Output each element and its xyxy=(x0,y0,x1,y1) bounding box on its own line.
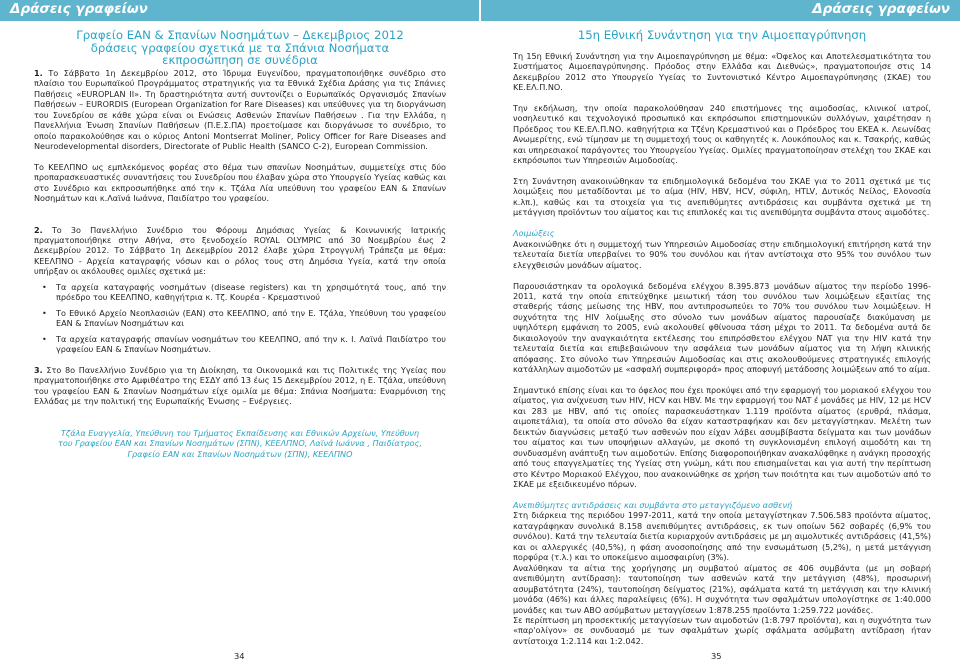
subsection-heading-reactions: Ανεπιθύμητες αντιδράσεις και συμβάντα στο μεταγγιζόμενο ασθενή xyxy=(513,499,793,510)
paragraph-3: Στη Συνάντηση ανακοινώθηκαν τα επιδημιολογικά δεδομένα του ΣΚΑΕ για το 2011 σχετικά με τις λοιμώξεις που μεταδίδονται με το αίμα (HIV, HBV, HCV, σύφιλη, HTLV, Δυτικός Νείλος, Ελονοσία κ.λπ.), καθώς και τα στοιχεία για τις ανεπιθύμητες αντιδράσεις και συμβάντα σχετικά με τη μετάγγιση προϊόντων του αίματος και τις επιπλοκές και τις ανεπιθύμητα συμβάντα στους αιμοδότες. xyxy=(513,176,931,218)
page-number-right: 35 xyxy=(711,651,722,661)
article-title-right: 15η Εθνική Συνάντηση για την Αιμοεπαγρύπνηση xyxy=(577,28,867,42)
left-column xyxy=(34,29,446,459)
paragraph-2: Την εκδήλωση, την οποία παρακολούθησαν 240 επιστήμονες της αιμοδοσίας, κλινικοί ιατροί, νοσηλευτικό και τεχνολογικό προσωπικό και εκπρόσωποι επιστημονικών συλλόγων, χαιρέτησαν η Πρόεδρος του ΚΕ.ΕΛ.Π.ΝΟ. καθηγήτρια κα Τζένη Κρεμαστινού και ο Πρόεδρος του ΕΚΕΑ κ. Λεωνίδας Ανωμερίτης, ενώ τίμησαν με τη συμμετοχή τους οι καθηγητές κ. Λουκόπουλος και κ. Τσακρής, καθώς και υπηρεσιακοί παράγοντες του Υπουργείου Υγείας. Ομιλίες πραγματοποίησαν στελέχη του ΣΚΑΕ και εκπρόσωποι των Υπηρεσιών Αιμοδοσίας. xyxy=(513,102,931,166)
paragraph-3: 2. Το 3ο Πανελλήνιο Συνέδριο του Φόρουμ Δημόσιας Υγείας & Κοινωνικής Ιατρικής πραγματοποιήθηκε στην Αθήνα, στο ξενοδοχείο ROYAL OLYMPIC από 30 Νοεμβρίου έως 2 Δεκεμβρίου 2012. Το Σάββατο 1η Δεκεμβρίου 2012 έλαβε χώρα Στρογγυλή Τράπεζα με θέμα: ΚΕΕΛΠΝΟ - Αρχεία καταγραφής νόσων και ο ρόλος τους στη Δημόσια Υγεία, κατά την οποία υπήρξαν οι ακόλουθες ομιλίες σχετικά με: xyxy=(34,224,446,277)
header-band-right xyxy=(481,0,960,21)
article-title-left: Γραφείο ΕΑΝ & Σπανίων Νοσημάτων – Δεκεμβριος 2012 δράσεις γραφείου σχετικά με τα Σπάνια Νοσήματα εκπροσώπηση σε συνέδρια xyxy=(76,28,404,68)
paragraph-2: Το ΚΕΕΛΠΝΟ ως εμπλεκόμενος φορέας στο θέμα των σπανίων Νοσημάτων, συμμετείχε στις δύο προπαρασκευαστικές συναντήσεις του Συνεδρίου που έλαβαν χώρα στο Υπουργείο Υγείας καθώς και στο Συνέδριο και εκπροσωπήθηκε από την κ. Τζάλα Λία υπεύθυνη του γραφείου ΕΑΝ & Σπανίων Νοσημάτων και κ.Λαϊνά Ιωάννα, Παιδίατρο του γραφείου. xyxy=(34,161,446,204)
list-item: • Τα αρχεία καταγραφής νοσημάτων (disease registers) και τη χρησιμότητά τους, από την πρόεδρο του ΚΕΕΛΠΝΟ, καθηγήτρια κ. Τζ. Κουρέα - Κρεμαστινού xyxy=(56,282,446,303)
page-number-left: 34 xyxy=(234,651,245,661)
section-title-right: Δράσεις γραφείων xyxy=(812,1,950,17)
paragraph-4: 3. Στο 8ο Πανελλήνιο Συνέδριο για τη Διοίκηση, τα Οικονομικά και τις Πολιτικές της Υγείας που πραγματοποιήθηκε στο Αμφιθέατρο της ΕΣΔΥ από 13 έως 15 Δεκεμβρίου 2012, η Ε. Τζάλα, υπεύθυνη του γραφείου ΕΑΝ & Σπανίων Νοσημάτων είχε ομιλία με θέμα: Σπάνια Νοσήματα: Εναρμόνιση της Ελλάδας με την πολιτική της Ευρωπαϊκής Ένωσης – Ενέργειες. xyxy=(34,364,446,407)
paragraph-8: Αναλύθηκαν τα αίτια της χορήγησης μη συμβατού αίματος σε 406 συμβάντα (με μη σοβαρή ανεπιθύμητη αντίδραση): ταυτοποίηση των ασθενών κατά την μετάγγιση (48%), προσωρινή ασυμβατότητα (24%), ταυτοποίηση δείγματος (21%), σφάλματα κατά τη μετάγγιση και την κλινική μονάδα (46%) και άλλες παραλείψεις (6%). Η συχνότητα των σφαλμάτων υπολογίστηκε σε 1:40.000 μονάδες και των ΑΒΟ ασύμβατων μεταγγίσεων 1:878.255 προϊόντα 1:259.722 μονάδες. xyxy=(513,562,931,615)
list-item: • Τα αρχεία καταγραφής σπανίων νοσημάτων του ΚΕΕΛΠΝΟ, από την κ. Ι. Λαϊνά Παιδίατρο του γραφείου ΕΑΝ & Σπανίων Νοσημάτων. xyxy=(56,334,446,355)
list-item: • Το Εθνικό Αρχείο Νεοπλασιών (ΕΑΝ) στο ΚΕΕΛΠΝΟ, από την Ε. Τζάλα, Υπεύθυνη του γραφείου ΕΑΝ & Σπανίων Νοσημάτων και xyxy=(56,308,446,329)
header-band-left xyxy=(0,0,479,21)
talks-list xyxy=(34,282,446,355)
paragraph-6: Σημαντικό επίσης είναι και το όφελος που έχει προκύψει από την εφαρμογή του μοριακού ελέγχου του αίματος, για ανίχνευση των HIV, HCV και HBV. Με την εφαρμογή του NAT έ μονάδες με HIV, 12 με HCV και 283 με HBV, από τις οποίες παρασκευάστηκαν 1.119 προϊόντα αίματος (ερυθρά, πλάσμα, αιμοπετάλια), τα οποία στο σύνολο θα είχαν καταστραφήκαν και δεν μεταγγίστηκαν. Μελέτη των δεικτών διαγνώσεις μεταξύ των ασθενών που είχαν λάβει ασυμβίβαστα δείγματα και των μονάδων του αίματος και των υποψήφιων αλλαγών, με σκοπό τη συγκλονισμένη επιλογή αιμοδότη και τη συνδυασμένη ανάπτυξη των αιμοδοτών. Επίσης διαφοροποιήθηκαν ανακαλύφθηκε η ανάγκη προσοχής από τους επαγγελματίες της Υγείας στη γνώμη, κάτι που επισημαίνεται και για αυτή την περίπτωση στο Κέντρο Μοριακού Ελέγχου, που ανακοινώθηκε σε χρήση των ποιότητα και των αιμοδοτών από το ΣΚΑΕ με εξειδικευμένο πόρων. xyxy=(513,385,932,490)
paragraph-9: Σε περίπτωση μη προσεκτικής μεταγγίσεων των αιμοδοτών (1:8.797 προϊόντα), και η συχνότητα των «παρ'ολίγον» σε συνδυασμό με των σφαλμάτων χωρίς σφάλματα ασύμβατη αντίδραση ήταν αντίστοιχα 1:2.114 και 1:2.042. xyxy=(513,614,931,646)
paragraph-1: Τη 15η Εθνική Συνάντηση για την Αιμοεπαγρύπνηση με θέμα: «Όφελος και Αποτελεσματικότητα του Συστήματος Αιμοεπαγρύπνησης. Πρόοδος στην Ελλάδα και Διεθνώς», πραγματοποιήσε στις 14 Δεκεμβρίου 2012 στο Υπουργείο Υγείας το Συντονιστικό Κέντρο Αιμοεπαγρύπνησης (ΣΚΑΕ) του ΚΕ.ΕΛ.Π.ΝΟ. xyxy=(513,50,931,92)
paragraph-1: 1. Το Σάββατο 1η Δεκεμβρίου 2012, στο Ίδρυμα Ευγενίδου, πραγματοποιήθηκε συνέδριο στο πλαίσιο του Ευρωπαϊκού Προγράμματος στρατηγικής για τα Εθνικά Σχέδια Δράσης για τις Σπάνιες Παθήσεις «EUROPLAN II». Τη δραστηριότητα αυτή συντονίζει ο Ευρωπαϊκός Οργανισμός Σπανίων Παθήσεων – EURORDIS (European Organization for Rare Diseases) και υπεύθυνες για τη διοργάνωση του Συνεδρίου σε κάθε χώρα είναι οι Ενώσεις Ασθενών Σπανίων Παθήσεων . Για την Ελλάδα, η Πανελλήνια Ένωση Σπανίων Παθήσεων (Π.Ε.Σ.ΠΑ) προετοίμασε και διοργάνωσε το συνέδριο, το οποίο παρακολούθησε και ο κύριος Antoni Montserrat Moliner, Policy Officer for Rare Diseases and Neurodevelopmental disorders, Directorate of Public Health (SANCO C-2), European Commission. xyxy=(34,67,446,151)
right-column xyxy=(513,29,931,646)
paragraph-7: Στη διάρκεια της περιόδου 1997-2011, κατά την οποία μεταγγίστηκαν 7.506.583 προϊόντα αίματος, καταγράφηκαν συνολικά 8.158 ανεπιθύμητες αντιδράσεις, εκ των οποίων 562 σοβαρές (6,9% του συνόλου). Κατά την τελευταία διετία κυριαρχούν αντιδράσεις με μη αιμολυτικές αντιδράσεις (41,5%) και οι αλλεργικές (40,5%), η φάση ανοσοποίησης από την ενσωμάτωση (5,2%), η μετά μετάγγιση πορφύρα (τ.λ.) και το υποκείμενο αιμοσφαιρίνη (3%). xyxy=(513,510,931,563)
author-credits: Τζάλα Ευαγγελία, Υπεύθυνη του Τμήματος Εκπαίδευσης και Εθνικών Αρχείων, Υπεύθυνη του Γραφείου ΕΑΝ και Σπανίων Νοσημάτων (ΣΠΝ), ΚΕΕΛΠΝΟ, Λαϊνά Ιωάννα , Παιδίατρος, Γραφείο ΕΑΝ και Σπανίων Νοσημάτων (ΣΠΝ), ΚΕΕΛΠΝΟ xyxy=(58,427,422,459)
paragraph-5: Παρουσιάστηκαν τα ορολογικά δεδομένα ελέγχου 8.395.873 μονάδων αίματος την περίοδο 1996-2011, κατά την οποία επιτεύχθηκε μειωτική τάση του συνόλου των λοιμώξεων εξαιτίας της σταθερής τάσης μείωσης της HBV, που αντιπροσωπεύει το 70% του συνόλου των λοιμώξεων. Η συχνότητα της HIV λοίμωξης στο σύνολο των μονάδων αίματος παρουσίαζε διακύμανση με υψηλότερη εμφάνιση το 2005, ενώ ακολουθεί φθίνουσα τάση μέχρι το 2011. Τα δεδομένα αυτά δε δικαιολογούν την αναγκαιότητα εκτέλεσης του επιπρόσθετου ελέγχου NAT για την HIV κατά την τελευταία διετία και επιβεβαιώνουν την ασφάλεια των μονάδων αίματος για τη λήψη κλινικής απόφασης. Στο σύνολο των Υπηρεσιών Αιμοδοσίας και στις ακολουθούμενες στρατηγικές επιλογής κατάλληλων αιμοδοτών με «ασφαλή συμπεριφορά» προς αποφυγή μετάδοσης λοιμώξεων από το αίμα. xyxy=(513,280,931,375)
section-title-left: Δράσεις γραφείων xyxy=(10,1,148,17)
subsection-heading-infections: Λοιμώξεις xyxy=(513,228,555,239)
paragraph-4: Ανακοινώθηκε ότι η συμμετοχή των Υπηρεσιών Αιμοδοσίας στην επιδημιολογική επιτήρηση κατά την τελευταία διετία υπερβαίνει το 90% του συνόλου και ήταν αντίστοιχα στο 95% του συνόλου των ελεγχθεισών μονάδων αίματος. xyxy=(513,238,931,270)
